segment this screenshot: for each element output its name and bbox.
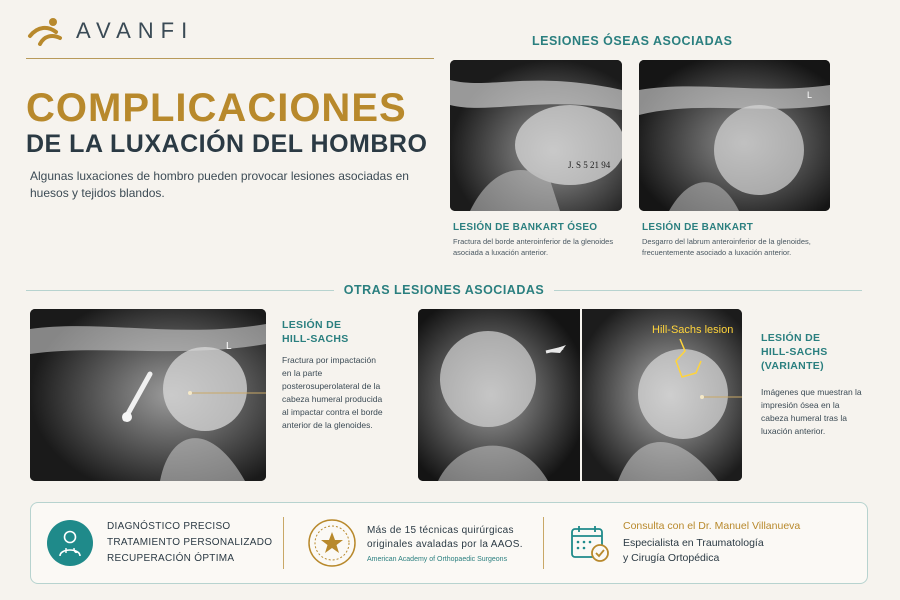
intro-text: Algunas luxaciones de hombro pueden provocar lesiones asociadas en huesos y tejidos blandos.	[30, 169, 409, 200]
footer-divider	[543, 517, 544, 569]
calendar-check-icon	[569, 522, 611, 564]
footer-line: y Cirugía Ortopédica	[623, 552, 720, 564]
footer-line: Más de 15 técnicas quirúrgicas	[367, 524, 514, 536]
brand-logo	[26, 16, 194, 46]
page-subtitle: DE LA LUXACIÓN DEL HOMBRO	[26, 130, 428, 158]
header-divider	[26, 58, 434, 59]
brand-name: AVANFI	[76, 18, 195, 43]
footer-col-aaos	[307, 503, 523, 583]
lesion-text-hill-sachs-variant: Imágenes que muestran la impresión ósea en la cabeza humeral tras la luxación anterior.	[761, 387, 862, 436]
xray-marker-text: J. S 5 21 94	[568, 160, 611, 170]
footer-col-contact[interactable]	[569, 503, 800, 583]
lesion-title-hill-sachs	[282, 318, 349, 346]
doctor-icon	[47, 520, 93, 566]
page-title: COMPLICACIONES	[26, 86, 407, 130]
footer-line: TRATAMIENTO PERSONALIZADO	[107, 537, 273, 548]
runner-logo-icon	[26, 16, 64, 46]
footer-panel	[30, 502, 868, 584]
xray-hill-sachs	[30, 309, 266, 481]
footer-col-care	[47, 503, 272, 583]
section-title-other: OTRAS LESIONES ASOCIADAS	[343, 283, 545, 297]
lesion-title-line: LESIÓN DE	[282, 319, 342, 331]
section-title-bone: LESIONES ÓSEAS ASOCIADAS	[532, 34, 733, 48]
lesion-text-hill-sachs: Fractura por impactación en la parte posterosuperolateral de la cabeza humeral producida al impactar contra el borde anterior de la glenoides.	[282, 355, 383, 430]
footer-contact-text	[623, 520, 800, 566]
xray-hill-sachs-variant	[418, 309, 742, 481]
divider-line	[26, 290, 334, 291]
lesion-title-hill-sachs-variant	[761, 331, 828, 373]
lesion-title-line: (VARIANTE)	[761, 360, 824, 372]
footer-contact-title: Consulta con el Dr. Manuel Villanueva	[623, 520, 801, 532]
caption-text-bony-bankart: Fractura del borde anteroinferior de la glenoides asociada a luxación anterior.	[453, 237, 614, 257]
xray-marker-text: L	[807, 90, 813, 100]
xray-marker-text: L	[226, 341, 232, 352]
section-header-other	[26, 283, 862, 297]
xray-bony-bankart	[450, 60, 622, 211]
star-seal-icon	[307, 518, 357, 568]
caption-title-bankart: LESIÓN DE BANKART	[642, 222, 754, 233]
footer-line: Especialista en Traumatología	[623, 537, 764, 549]
caption-text-bankart: Desgarro del labrum anteroinferior de la glenoides, frecuentemente asociado a luxación anterior.	[642, 237, 811, 257]
lesion-title-line: HILL-SACHS	[761, 346, 828, 358]
xray-bankart	[639, 60, 830, 211]
footer-line: originales avaladas por la AAOS.	[367, 538, 523, 550]
footer-aaos-text	[367, 524, 523, 563]
footer-care-lines	[107, 519, 272, 567]
hill-sachs-label: Hill-Sachs lesion	[652, 324, 734, 336]
divider-line	[554, 290, 862, 291]
footer-aaos-name: American Academy of Orthopaedic Surgeons	[367, 555, 508, 563]
lesion-title-line: LESIÓN DE	[761, 332, 821, 344]
lesion-title-line: HILL-SACHS	[282, 333, 349, 345]
footer-line: DIAGNÓSTICO PRECISO	[107, 521, 231, 532]
footer-line: RECUPERACIÓN ÓPTIMA	[107, 553, 235, 564]
footer-divider	[283, 517, 284, 569]
caption-title-bony-bankart: LESIÓN DE BANKART ÓSEO	[453, 222, 598, 233]
